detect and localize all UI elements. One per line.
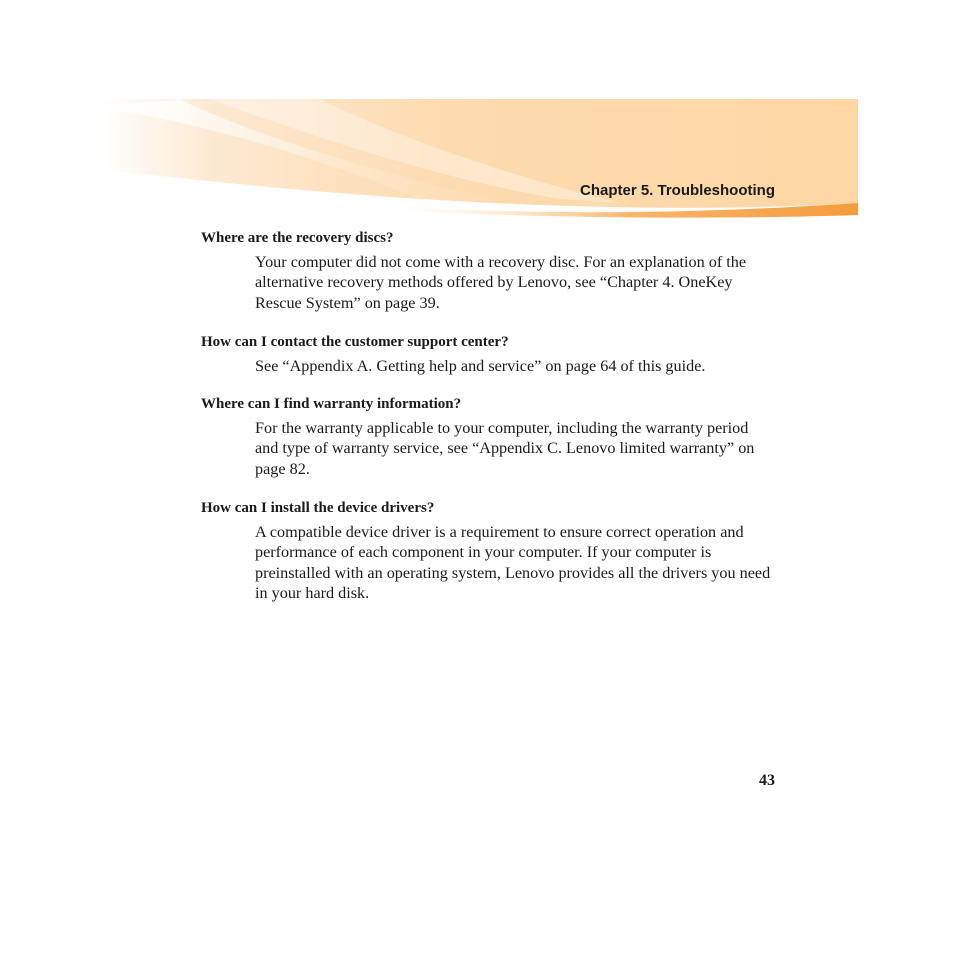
faq-item-recovery-discs — [201, 228, 781, 313]
faq-question: Where can I find warranty information? — [201, 396, 462, 412]
chapter-title: Chapter 5. Troubleshooting — [579, 182, 775, 199]
faq-question: How can I contact the customer support center? — [201, 334, 509, 350]
faq-question: Where are the recovery discs? — [201, 230, 394, 246]
chapter-header-band — [100, 99, 858, 219]
page-number: 43 — [759, 772, 775, 789]
faq-item-device-drivers — [201, 498, 781, 603]
faq-answer: See “Appendix A. Getting help and service” on page 64 of this guide. — [255, 357, 706, 375]
faq-answer: Your computer did not come with a recovery disc. For an explanation of the alternative recovery methods offered by Lenovo, see “Chapter 4. OneKey Rescue System” on page 39. — [255, 253, 747, 312]
faq-item-warranty — [201, 394, 781, 479]
faq-answer: A compatible device driver is a requirement to ensure correct operation and performance of each component in your computer. If your computer is preinstalled with an operating system, Lenovo provides all the drivers you need in your hard disk. — [255, 523, 771, 602]
faq-item-support-center — [201, 332, 781, 376]
faq-question: How can I install the device drivers? — [201, 500, 435, 516]
faq-answer: For the warranty applicable to your computer, including the warranty period and type of warranty service, see “Appendix C. Lenovo limited warranty” on page 82. — [255, 419, 755, 478]
